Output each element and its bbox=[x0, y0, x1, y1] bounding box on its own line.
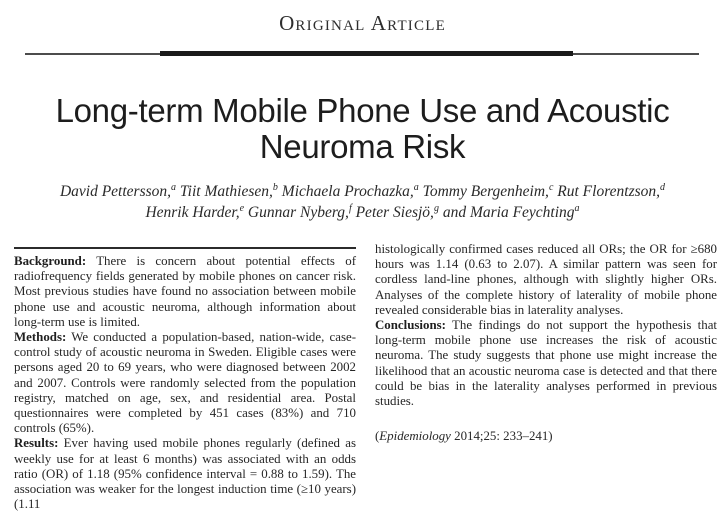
abstract bbox=[14, 242, 718, 512]
author-affiliation-sup: b bbox=[272, 181, 278, 193]
citation-open-paren: ( bbox=[375, 429, 380, 444]
header-rule-thick bbox=[160, 51, 573, 56]
section-text-results-continued: histologically confirmed cases reduced all ORs; the OR for ≥680 hours was 1.14 (0.63 to 2.07). A similar pattern was seen for cordless land-line phones, although with slightly higher ORs. Analyses of the complete history of laterality of mobile phone revealed considerable bias in laterality analyses. bbox=[375, 242, 717, 317]
abstract-left-column bbox=[14, 247, 356, 512]
author-name: Tiit Mathiesen,$^b$ bbox=[179, 181, 278, 200]
abstract-paragraph-methods bbox=[14, 330, 356, 436]
author-list bbox=[0, 181, 725, 223]
author-affiliation-sup: a bbox=[171, 181, 177, 193]
author-line-1 bbox=[0, 181, 725, 202]
author-affiliation-sup: e bbox=[239, 202, 245, 214]
article-title: Long-term Mobile Phone Use and Acoustic Neuroma Risk bbox=[55, 92, 670, 165]
author-name: Gunnar Nyberg,$^f$ bbox=[247, 202, 352, 221]
article-category-heading: Original Article bbox=[279, 11, 446, 35]
section-text-results: Ever having used mobile phones regularly (defined as weekly use for at least 6 months) was associated with an odds ratio (OR) of 1.18 (95% confidence interval = 0.88 to 1.59). The association was weaker for the longest induction time (≥10 years) (1.11 bbox=[14, 436, 356, 512]
abstract-right-column bbox=[375, 242, 717, 512]
author-name: and Maria Feychting$^a$ bbox=[442, 202, 580, 221]
author-affiliation-sup: a bbox=[413, 181, 419, 193]
author-affiliation-sup: d bbox=[660, 181, 666, 193]
journal-name: Epidemiology bbox=[379, 429, 451, 444]
author-name: David Pettersson,$^a$ bbox=[59, 181, 177, 200]
author-affiliation-sup: c bbox=[548, 181, 554, 193]
abstract-paragraph-conclusions bbox=[375, 318, 717, 409]
section-label-conclusions: Conclusions: bbox=[375, 318, 446, 333]
section-text-background: There is concern about potential effects of radiofrequency fields generated by mobile phones on cancer risk. Most previous studies have found no association between mobile phone use and acoustic neuroma, although information about long-term use is limited. bbox=[14, 254, 356, 329]
section-text-methods: We conducted a population-based, nation-wide, case-control study of acoustic neuroma in Sweden. Eligible cases were persons aged 20 to 69 years, who were diagnosed between 2002 and 2007. Controls were randomly selected from the population registry, matched on age, sex, and residential area. Postal questionnaires were completed by 451 cases (83%) and 710 controls (65%). bbox=[14, 330, 356, 436]
section-label-results: Results: bbox=[14, 436, 59, 451]
author-affiliation-sup: a bbox=[574, 202, 580, 214]
journal-article-page bbox=[0, 11, 725, 512]
author-name: Rut Florentzson,$^d$ bbox=[557, 181, 666, 200]
citation bbox=[375, 429, 717, 444]
author-name: Henrik Harder,$^e$ bbox=[145, 202, 245, 221]
section-label-background: Background: bbox=[14, 254, 87, 268]
author-name: Tommy Bergenheim,$^c$ bbox=[422, 181, 554, 200]
author-affiliation-sup: f bbox=[348, 202, 352, 214]
author-affiliation-sup: g bbox=[433, 202, 439, 214]
section-text-conclusions: The findings do not support the hypothesis that long-term mobile phone use increases the risk of acoustic neuroma. The study suggests that phone use might increase the likelihood that an acoustic neuroma case is detected and that there could be bias in the laterality analyses performed in previous studies. bbox=[375, 318, 718, 409]
author-name: Michaela Prochazka,$^a$ bbox=[281, 181, 419, 200]
section-label-methods: Methods: bbox=[14, 330, 67, 345]
author-name: Peter Siesjö,$^g$ bbox=[355, 202, 439, 221]
citation-details: 2014;25: 233–241) bbox=[450, 429, 553, 444]
author-line-2 bbox=[0, 202, 725, 223]
abstract-paragraph-results bbox=[14, 436, 356, 512]
abstract-paragraph-results-continued bbox=[375, 242, 717, 318]
abstract-paragraph-background bbox=[14, 254, 356, 330]
